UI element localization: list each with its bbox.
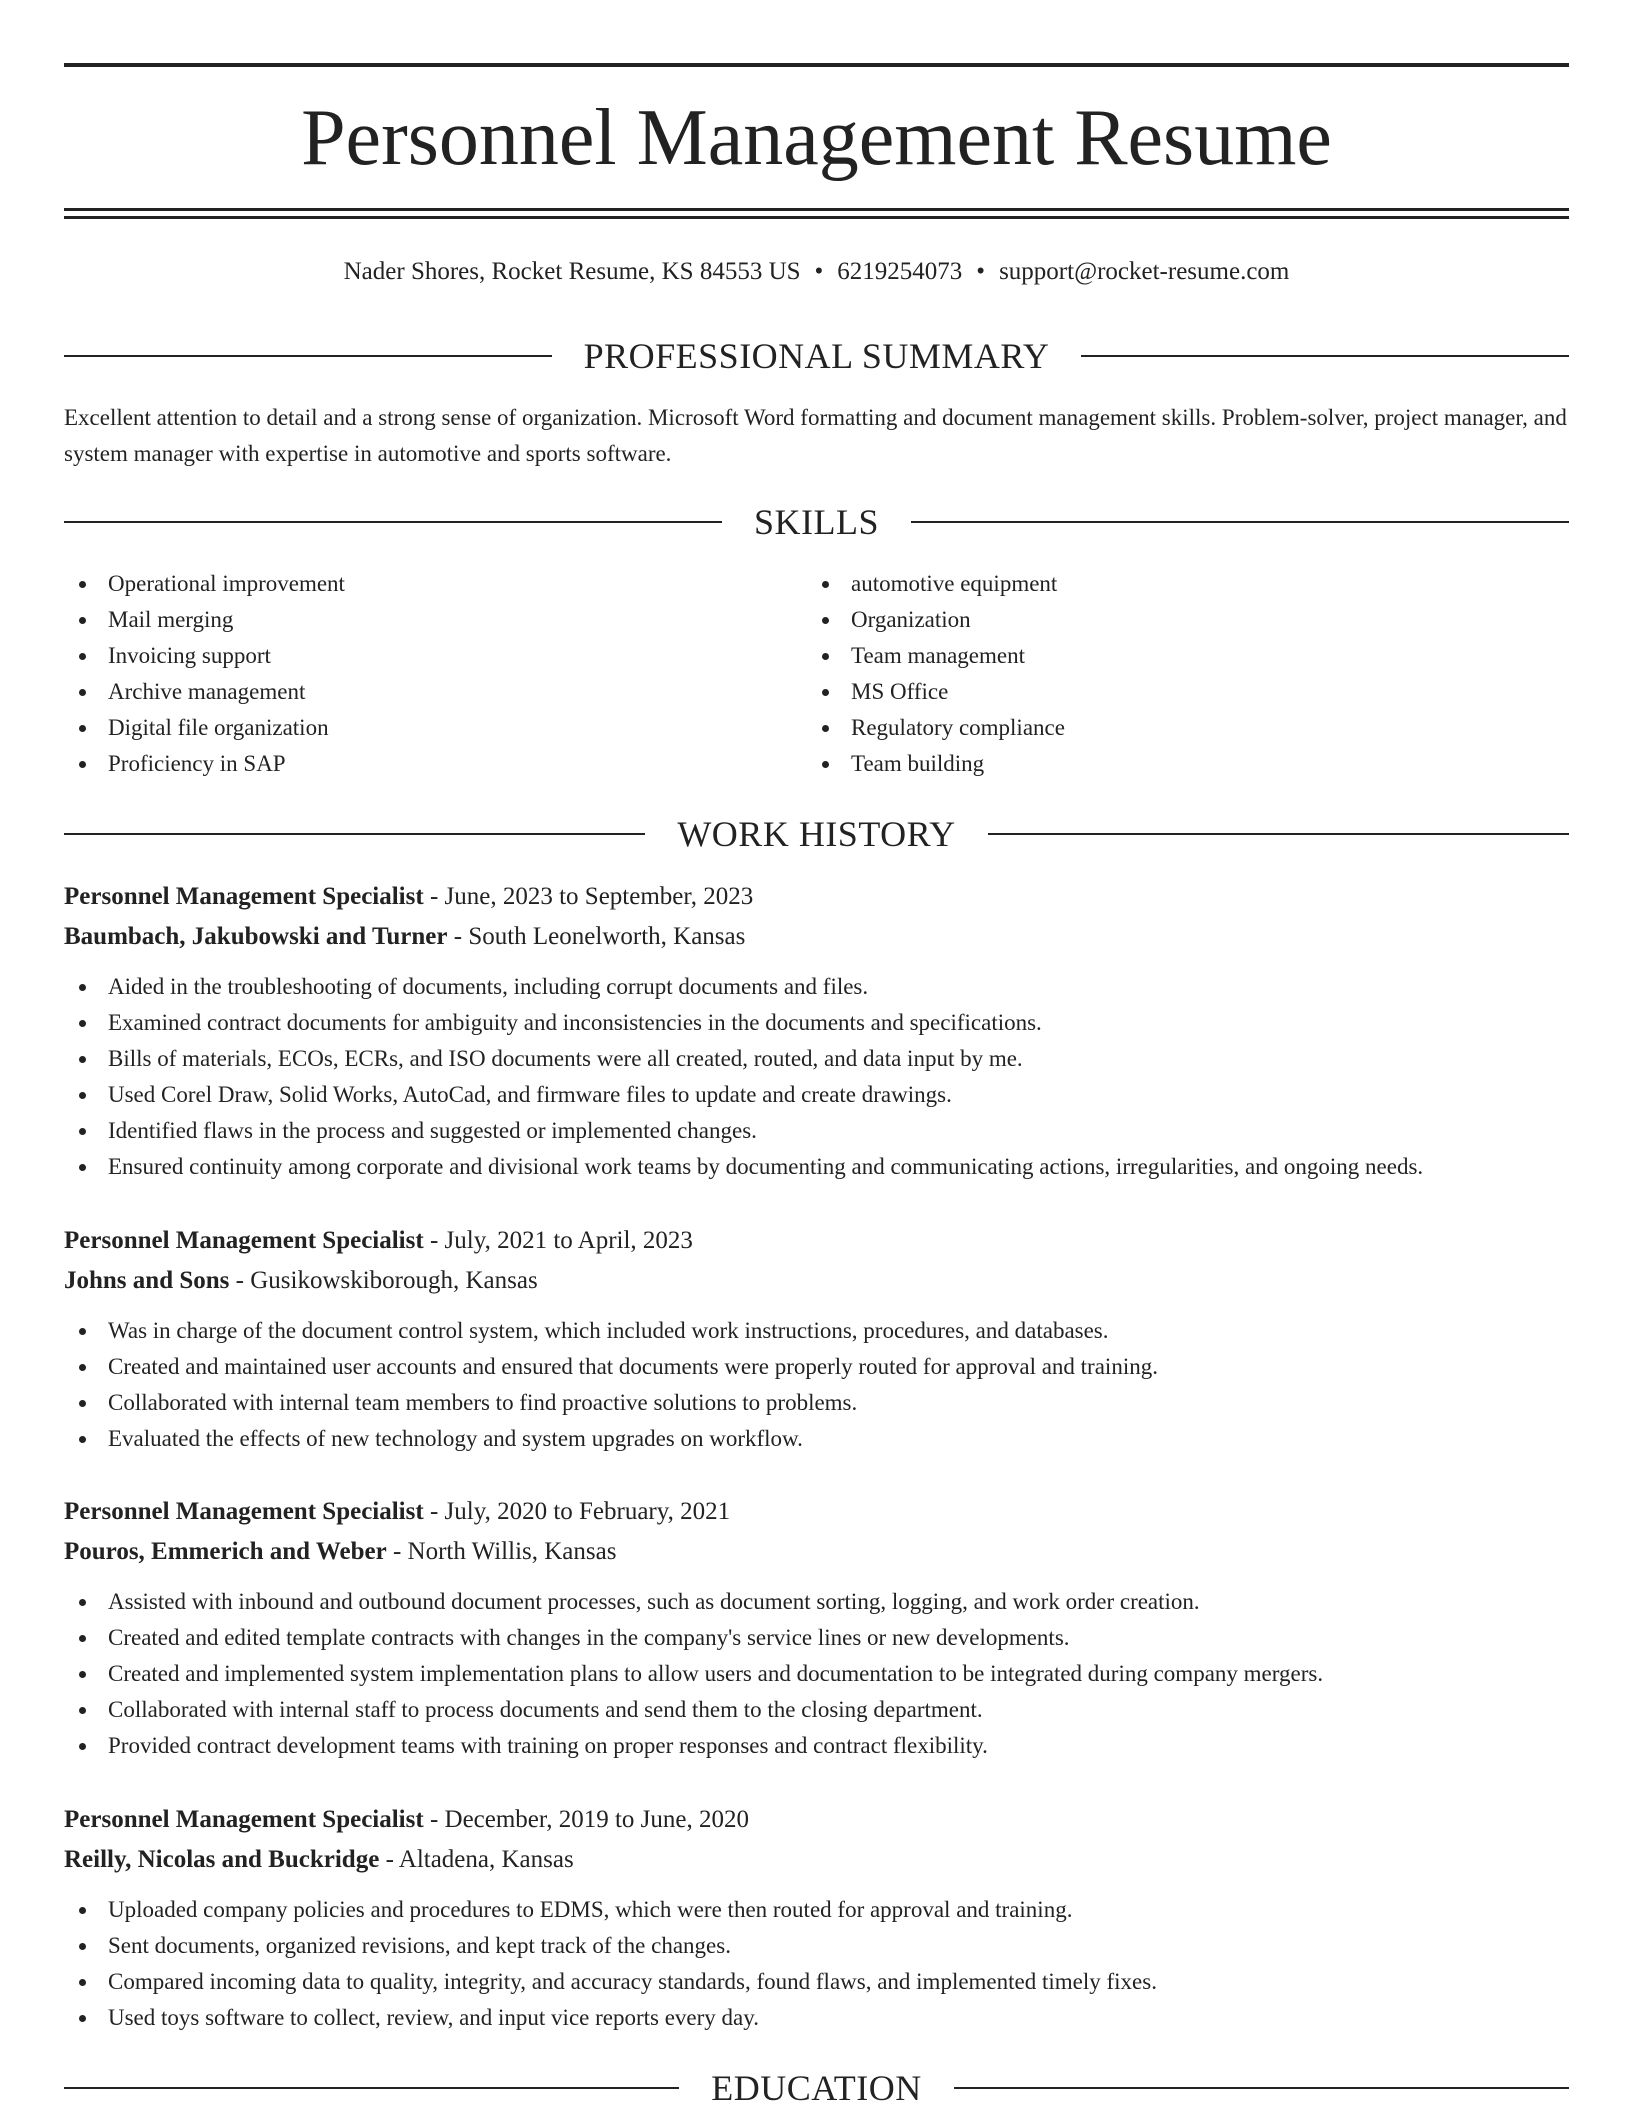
job-entry bbox=[64, 1492, 1569, 1764]
skill-item: Archive management bbox=[64, 674, 764, 710]
header-top-rule bbox=[64, 63, 1569, 67]
job-title: Personnel Management Specialist bbox=[64, 883, 424, 910]
job-bullet: Was in charge of the document control system, which included work instructions, procedures, and databases. bbox=[64, 1313, 1569, 1349]
job-company-line bbox=[64, 1532, 1569, 1572]
job-company-line bbox=[64, 1840, 1569, 1880]
section-divider-line bbox=[911, 521, 1569, 523]
skill-item: Mail merging bbox=[64, 602, 764, 638]
job-bullet: Examined contract documents for ambiguity and inconsistencies in the documents and specifications. bbox=[64, 1005, 1569, 1041]
job-company: Baumbach, Jakubowski and Turner bbox=[64, 923, 448, 950]
skill-item: Team building bbox=[807, 746, 1507, 782]
job-title: Personnel Management Specialist bbox=[64, 1806, 424, 1833]
job-bullet: Created and maintained user accounts and ensured that documents were properly routed for approval and training. bbox=[64, 1349, 1569, 1385]
section-heading-label: WORK HISTORY bbox=[677, 814, 956, 854]
skill-item: MS Office bbox=[807, 674, 1507, 710]
skills-column-left bbox=[64, 566, 764, 782]
skill-item: Regulatory compliance bbox=[807, 710, 1507, 746]
section-divider-line bbox=[64, 2087, 679, 2089]
job-entry bbox=[64, 1800, 1569, 2036]
job-title-line bbox=[64, 1221, 1569, 1261]
job-bullet: Ensured continuity among corporate and divisional work teams by documenting and communicating actions, irregularities, and ongoing needs. bbox=[64, 1149, 1569, 1185]
section-heading-work-history bbox=[64, 812, 1569, 856]
summary-text: Excellent attention to detail and a strong sense of organization. Microsoft Word formatting and document management skills. Problem-solver, project manager, and system manager with expertise in automotive and sports software. bbox=[64, 405, 1567, 466]
job-dash: - bbox=[423, 883, 445, 910]
skill-item: Digital file organization bbox=[64, 710, 764, 746]
section-divider-line bbox=[1081, 355, 1569, 357]
header-rule-lower bbox=[64, 216, 1569, 219]
job-title-line bbox=[64, 877, 1569, 917]
contact-address: Nader Shores, Rocket Resume, KS 84553 US bbox=[343, 258, 801, 285]
job-company: Pouros, Emmerich and Weber bbox=[64, 1538, 387, 1565]
section-heading-label: SKILLS bbox=[754, 502, 880, 542]
job-bullet: Provided contract development teams with training on proper responses and contract flexibility. bbox=[64, 1728, 1569, 1764]
job-bullets bbox=[64, 1584, 1569, 1764]
job-bullets bbox=[64, 1892, 1569, 2036]
contact-line bbox=[64, 254, 1569, 290]
job-bullet: Aided in the troubleshooting of documents, including corrupt documents and files. bbox=[64, 969, 1569, 1005]
job-entry bbox=[64, 877, 1569, 1185]
job-bullets bbox=[64, 1313, 1569, 1457]
contact-email: support@rocket-resume.com bbox=[999, 258, 1290, 285]
job-dates: July, 2021 to April, 2023 bbox=[444, 1227, 693, 1254]
job-bullet: Collaborated with internal team members to find proactive solutions to problems. bbox=[64, 1385, 1569, 1421]
job-bullet: Created and edited template contracts with changes in the company's service lines or new developments. bbox=[64, 1620, 1569, 1656]
job-dash: - bbox=[423, 1227, 445, 1254]
job-dash: - bbox=[379, 1846, 399, 1873]
skill-item: Invoicing support bbox=[64, 638, 764, 674]
job-location: South Leonelworth, Kansas bbox=[468, 923, 746, 950]
job-bullet: Collaborated with internal staff to process documents and send them to the closing department. bbox=[64, 1692, 1569, 1728]
job-bullet: Created and implemented system implementation plans to allow users and documentation to be integrated during company mergers. bbox=[64, 1656, 1569, 1692]
job-bullet: Compared incoming data to quality, integrity, and accuracy standards, found flaws, and implemented timely fixes. bbox=[64, 1964, 1569, 2000]
skill-item: Operational improvement bbox=[64, 566, 764, 602]
section-heading-label: EDUCATION bbox=[711, 2068, 922, 2108]
contact-phone: 6219254073 bbox=[837, 258, 963, 285]
job-bullet: Evaluated the effects of new technology and system upgrades on workflow. bbox=[64, 1421, 1569, 1457]
job-company-line bbox=[64, 1261, 1569, 1301]
job-company: Reilly, Nicolas and Buckridge bbox=[64, 1846, 380, 1873]
skills-column-right bbox=[807, 566, 1507, 782]
section-divider-line bbox=[64, 521, 722, 523]
job-dash: - bbox=[229, 1267, 251, 1294]
job-bullet: Assisted with inbound and outbound document processes, such as document sorting, logging, and work order creation. bbox=[64, 1584, 1569, 1620]
section-divider-line bbox=[954, 2087, 1569, 2089]
section-heading-summary bbox=[64, 334, 1569, 378]
job-dash: - bbox=[423, 1498, 445, 1525]
job-title: Personnel Management Specialist bbox=[64, 1498, 424, 1525]
job-title-line bbox=[64, 1800, 1569, 1840]
job-dash: - bbox=[423, 1806, 445, 1833]
job-bullet: Uploaded company policies and procedures to EDMS, which were then routed for approval and training. bbox=[64, 1892, 1569, 1928]
job-dash: - bbox=[447, 923, 469, 950]
job-dates: July, 2020 to February, 2021 bbox=[444, 1498, 731, 1525]
job-bullet: Used toys software to collect, review, and input vice reports every day. bbox=[64, 2000, 1569, 2036]
job-title: Personnel Management Specialist bbox=[64, 1227, 424, 1254]
job-dash: - bbox=[386, 1538, 408, 1565]
skills-list-right bbox=[807, 566, 1507, 782]
section-divider-line bbox=[64, 833, 645, 835]
job-dates: December, 2019 to June, 2020 bbox=[444, 1806, 749, 1833]
job-company: Johns and Sons bbox=[64, 1267, 230, 1294]
job-location: Altadena, Kansas bbox=[398, 1846, 574, 1873]
skill-item: Team management bbox=[807, 638, 1507, 674]
job-bullet: Bills of materials, ECOs, ECRs, and ISO documents were all created, routed, and data input by me. bbox=[64, 1041, 1569, 1077]
job-title-line bbox=[64, 1492, 1569, 1532]
skills-list-left bbox=[64, 566, 764, 782]
section-divider-line bbox=[988, 833, 1569, 835]
header-rule-upper bbox=[64, 208, 1569, 211]
section-heading-skills bbox=[64, 500, 1569, 544]
section-divider-line bbox=[64, 355, 552, 357]
job-bullets bbox=[64, 969, 1569, 1185]
job-bullet: Identified flaws in the process and suggested or implemented changes. bbox=[64, 1113, 1569, 1149]
contact-separator: • bbox=[814, 258, 824, 285]
job-bullet: Sent documents, organized revisions, and kept track of the changes. bbox=[64, 1928, 1569, 1964]
skill-item: automotive equipment bbox=[807, 566, 1507, 602]
job-dates: June, 2023 to September, 2023 bbox=[444, 883, 754, 910]
section-heading-label: PROFESSIONAL SUMMARY bbox=[583, 336, 1050, 376]
contact-separator: • bbox=[976, 258, 986, 285]
skill-item: Proficiency in SAP bbox=[64, 746, 764, 782]
job-entry bbox=[64, 1221, 1569, 1457]
section-heading-education bbox=[64, 2066, 1569, 2110]
job-bullet: Used Corel Draw, Solid Works, AutoCad, and firmware files to update and create drawings. bbox=[64, 1077, 1569, 1113]
job-location: North Willis, Kansas bbox=[407, 1538, 617, 1565]
job-location: Gusikowskiborough, Kansas bbox=[250, 1267, 538, 1294]
job-company-line bbox=[64, 917, 1569, 957]
skill-item: Organization bbox=[807, 602, 1507, 638]
resume-title: Personnel Management Resume bbox=[301, 94, 1332, 182]
